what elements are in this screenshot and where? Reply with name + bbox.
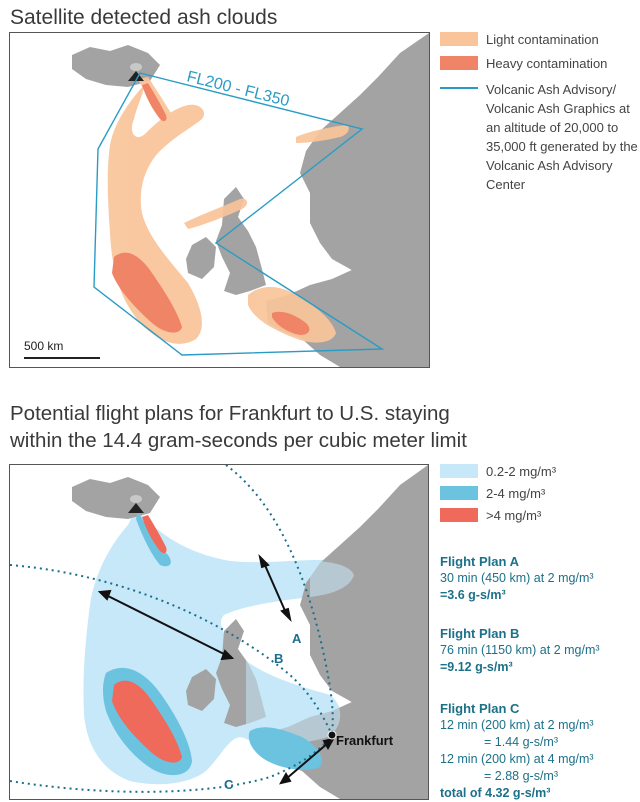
- flight-plan-a: [440, 553, 640, 604]
- light-label: Light contamination: [486, 32, 599, 47]
- frankfurt-label: Frankfurt: [336, 733, 394, 748]
- plan-b-title: Flight Plan B: [440, 626, 520, 641]
- legend-mid: [440, 486, 545, 501]
- flight-plan-b: [440, 625, 640, 676]
- route-label-c: C: [224, 777, 234, 792]
- scale-bar: [24, 339, 63, 353]
- iceland-bottom: [72, 477, 160, 519]
- advisory-line-swatch: [440, 87, 478, 89]
- plan-c-total: total of 4.32 g-s/m³: [440, 786, 551, 800]
- bottom-title-line1: Potential flight plans for Frankfurt to U.S. staying: [10, 402, 450, 425]
- flight-plan-c: [440, 700, 640, 802]
- flight-plan-map-svg: [10, 465, 428, 799]
- light-swatch: [440, 32, 478, 46]
- frankfurt-marker: [328, 731, 336, 739]
- plan-c-title: Flight Plan C: [440, 701, 520, 716]
- plan-a-total: =3.6 g-s/m³: [440, 588, 506, 602]
- legend-light-contamination: [440, 32, 599, 47]
- bottom-title-line2: within the 14.4 gram-seconds per cubic meter limit: [10, 429, 467, 452]
- legend-advisory: [440, 80, 638, 194]
- plan-a-detail: 30 min (450 km) at 2 mg/m³: [440, 571, 594, 585]
- low-label: 0.2-2 mg/m³: [486, 464, 557, 479]
- plan-b-total: =9.12 g-s/m³: [440, 660, 513, 674]
- plan-c-detail-2: 12 min (200 km) at 4 mg/m³: [440, 752, 594, 766]
- high-label: >4 mg/m³: [486, 508, 542, 523]
- ash-cloud-map: [9, 32, 430, 368]
- flight-level-label: FL200 - FL350: [185, 68, 291, 111]
- plan-c-detail-1: 12 min (200 km) at 2 mg/m³: [440, 718, 594, 732]
- scale-bar-line: [24, 357, 100, 359]
- ash-cloud-map-svg: [10, 33, 429, 367]
- mid-label: 2-4 mg/m³: [486, 486, 546, 501]
- ireland: [186, 237, 216, 279]
- legend-low: [440, 464, 556, 479]
- low-swatch: [440, 464, 478, 478]
- legend-heavy-contamination: [440, 56, 607, 71]
- legend-high: [440, 508, 541, 523]
- route-label-a: A: [292, 631, 302, 646]
- plan-c-subtotal-2: = 2.88 g-s/m³: [484, 769, 558, 783]
- heavy-label: Heavy contamination: [486, 56, 608, 71]
- route-label-b: B: [274, 651, 284, 666]
- high-swatch: [440, 508, 478, 522]
- plan-b-detail: 76 min (1150 km) at 2 mg/m³: [440, 643, 600, 657]
- bottom-map-title: [10, 400, 467, 454]
- mid-swatch: [440, 486, 478, 500]
- scale-label: 500 km: [24, 339, 64, 353]
- flight-plan-map: [9, 464, 429, 800]
- top-map-title: Satellite detected ash clouds: [10, 6, 278, 29]
- advisory-label: Volcanic Ash Advisory/ Volcanic Ash Graphics at an altitude of 20,000 to 35,000 ft generated by the Volcanic Ash Advisory Center: [486, 82, 638, 192]
- plan-c-subtotal-1: = 1.44 g-s/m³: [484, 735, 558, 749]
- heavy-swatch: [440, 56, 478, 70]
- plan-a-title: Flight Plan A: [440, 554, 519, 569]
